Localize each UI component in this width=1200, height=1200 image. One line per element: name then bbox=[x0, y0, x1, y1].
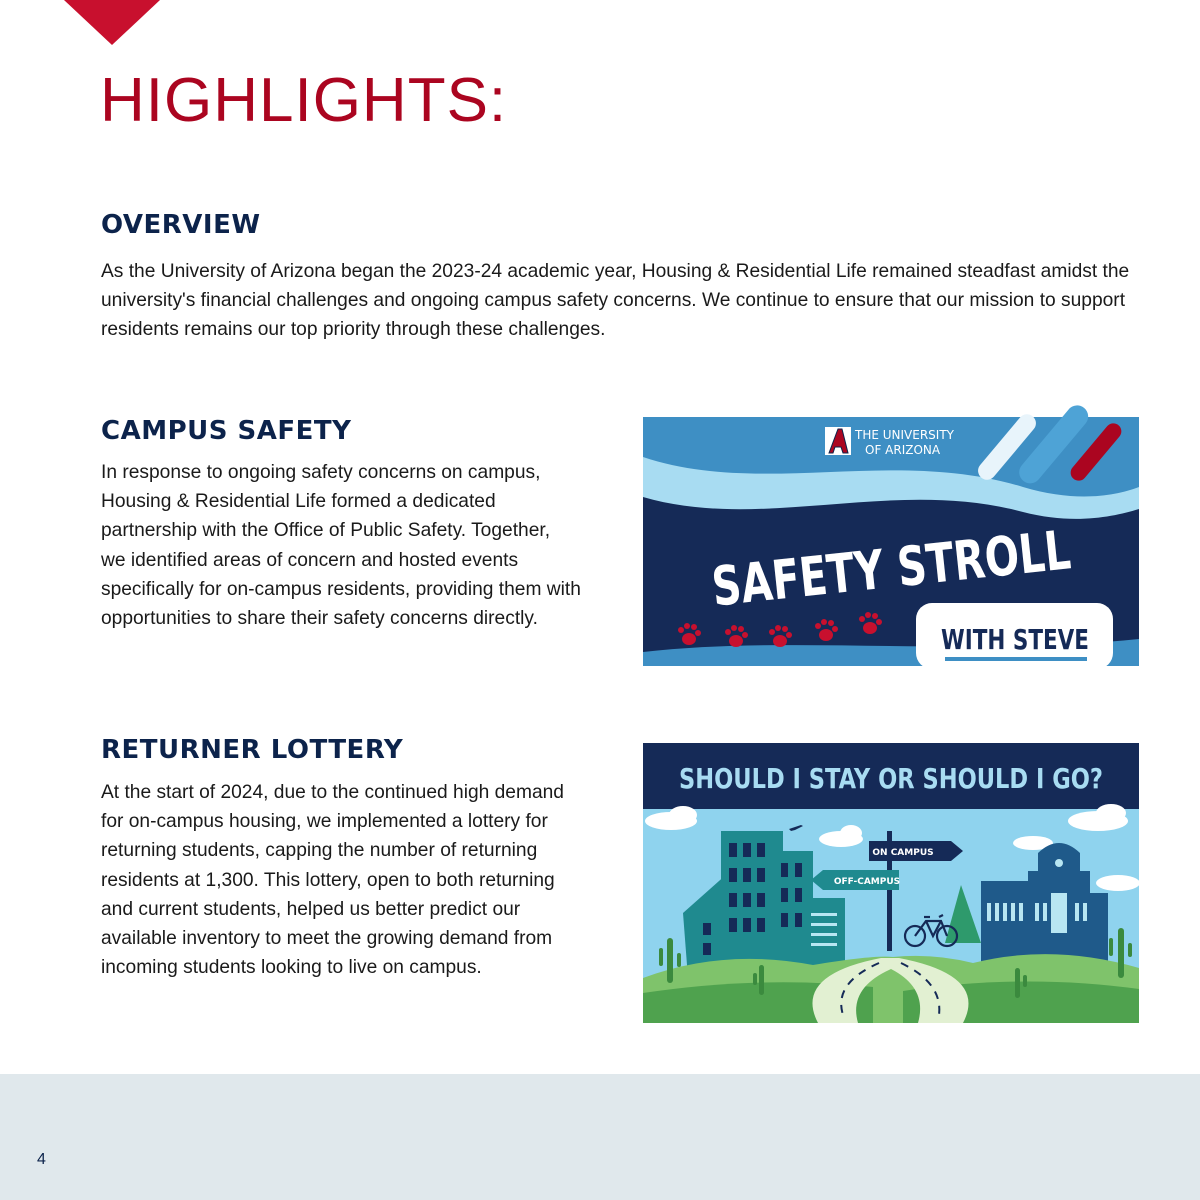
campus-safety-line: Housing & Residential Life formed a dedicated bbox=[101, 491, 496, 513]
returner-lottery-line: available inventory to meet the growing demand from bbox=[101, 928, 553, 950]
campus-safety-line: specifically for on-campus residents, providing them with bbox=[101, 578, 581, 600]
safety-stroll-headline: SAFETY STROLL bbox=[708, 505, 1195, 619]
campus-safety-heading: CAMPUS SAFETY bbox=[101, 416, 352, 446]
page-number: 4 bbox=[37, 1151, 46, 1168]
with-steve-label: WITH STEVE bbox=[941, 623, 1089, 656]
page-title: HIGHLIGHTS: bbox=[100, 66, 508, 135]
overview-line: As the University of Arizona began the 2023-24 academic year, Housing & Residential Life remained steadfast amidst the bbox=[101, 261, 1130, 282]
campus-safety-line: opportunities to share their safety concerns directly. bbox=[101, 608, 538, 630]
returner-lottery-line: for on-campus housing, we implemented a lottery for bbox=[101, 811, 548, 833]
logo-line1: THE UNIVERSITY bbox=[855, 428, 954, 442]
overview-paragraph bbox=[101, 257, 1129, 345]
campus-safety-line: In response to ongoing safety concerns on campus, bbox=[101, 462, 541, 483]
stay-or-go-headline: SHOULD I STAY OR SHOULD I GO? bbox=[679, 762, 1103, 795]
should-i-stay-image bbox=[643, 743, 1139, 1023]
returner-lottery-line: and current students, helped us better predict our bbox=[101, 898, 521, 920]
returner-lottery-line: residents at 1,300. This lottery, open to both returning bbox=[101, 869, 555, 891]
sign-off-campus: OFF-CAMPUS bbox=[833, 877, 901, 887]
overview-line: university's financial challenges and ongoing campus safety concerns. We continue to ensure that our mission to support bbox=[101, 290, 1126, 312]
corner-triangle-decoration bbox=[64, 0, 160, 46]
sign-on-campus: ON CAMPUS bbox=[872, 848, 934, 858]
returner-lottery-line: incoming students looking to live on campus. bbox=[101, 957, 482, 979]
overview-heading: OVERVIEW bbox=[101, 210, 261, 240]
block-a-logo-icon bbox=[825, 427, 851, 455]
safety-stroll-image bbox=[643, 417, 1195, 666]
footer-band bbox=[0, 1074, 1200, 1200]
logo-line2: OF ARIZONA bbox=[865, 443, 941, 457]
campus-safety-line: partnership with the Office of Public Safety. Together, bbox=[101, 520, 551, 542]
campus-safety-line: we identified areas of concern and hosted events bbox=[101, 549, 519, 571]
overview-line: residents remains our top priority through these challenges. bbox=[101, 319, 606, 341]
returner-lottery-paragraph bbox=[101, 778, 564, 982]
returner-lottery-line: At the start of 2024, due to the continued high demand bbox=[101, 782, 564, 803]
campus-safety-paragraph bbox=[101, 458, 581, 633]
returner-lottery-line: returning students, capping the number of returning bbox=[101, 840, 538, 862]
returner-lottery-heading: RETURNER LOTTERY bbox=[101, 735, 404, 765]
